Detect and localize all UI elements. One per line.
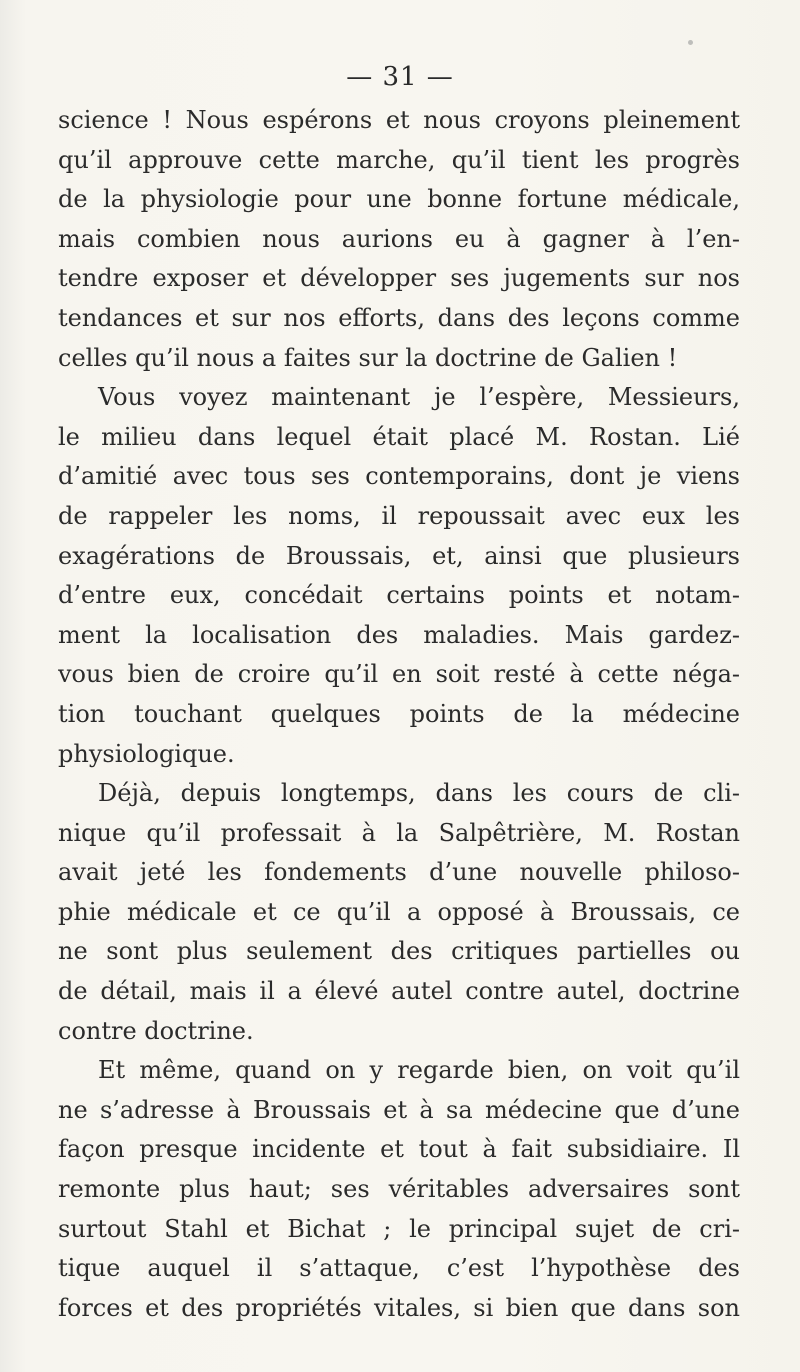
- text-line: qu’il approuve cette marche, qu’il tient les progrès: [58, 145, 740, 174]
- text-line: avait jeté les fondements d’une nouvelle philoso-: [58, 858, 740, 887]
- text-line: ne sont plus seulement des critiques partielles ou: [58, 937, 740, 966]
- text-line: surtout Stahl et Bichat ; le principal sujet de cri-: [58, 1214, 740, 1243]
- text-line: d’amitié avec tous ses contemporains, dont je viens: [58, 462, 740, 491]
- text-line: Et même, quand on y regarde bien, on voit qu’il: [98, 1056, 740, 1085]
- text-line: celles qu’il nous a faites sur la doctrine de Galien !: [58, 343, 678, 372]
- text-line: exagérations de Broussais, et, ainsi que plusieurs: [58, 541, 740, 570]
- text-line: Vous voyez maintenant je l’espère, Messieurs,: [98, 383, 740, 412]
- text-line: de détail, mais il a élevé autel contre autel, doctrine: [58, 977, 740, 1006]
- text-line: phie médicale et ce qu’il a opposé à Broussais, ce: [58, 897, 740, 926]
- ink-speck: [688, 40, 693, 45]
- page-number: — 31 —: [346, 62, 454, 92]
- text-line: remonte plus haut; ses véritables adversaires sont: [58, 1175, 740, 1204]
- text-line: science ! Nous espérons et nous croyons pleinement: [58, 106, 740, 134]
- text-line: tendre exposer et développer ses jugements sur nos: [58, 264, 740, 293]
- text-line: le milieu dans lequel était placé M. Rostan. Lié: [58, 422, 740, 451]
- text-line: forces et des propriétés vitales, si bien que dans son: [58, 1293, 740, 1322]
- text-line: tique auquel il s’attaque, c’est l’hypothèse des: [58, 1254, 740, 1283]
- text-line: vous bien de croire qu’il en soit resté à cette néga-: [58, 660, 740, 689]
- text-line: mais combien nous aurions eu à gagner à l’en-: [58, 224, 740, 253]
- text-line: contre doctrine.: [58, 1016, 254, 1045]
- text-line: de rappeler les noms, il repoussait avec eux les: [58, 501, 740, 530]
- body-text: [58, 101, 740, 1328]
- text-line: Déjà, depuis longtemps, dans les cours de cli-: [98, 779, 740, 808]
- text-line: tendances et sur nos efforts, dans des leçons comme: [58, 303, 740, 332]
- text-line: façon presque incidente et tout à fait subsidiaire. Il: [58, 1135, 740, 1164]
- text-line: ne s’adresse à Broussais et à sa médecine que d’une: [58, 1095, 740, 1124]
- text-line: de la physiologie pour une bonne fortune médicale,: [58, 185, 740, 214]
- text-line: physiologique.: [58, 739, 235, 768]
- text-line: ment la localisation des maladies. Mais gardez-: [58, 620, 740, 649]
- text-line: tion touchant quelques points de la médecine: [58, 699, 740, 728]
- text-line: nique qu’il professait à la Salpêtrière, M. Rostan: [58, 818, 740, 847]
- text-line: d’entre eux, concédait certains points et notam-: [58, 581, 740, 610]
